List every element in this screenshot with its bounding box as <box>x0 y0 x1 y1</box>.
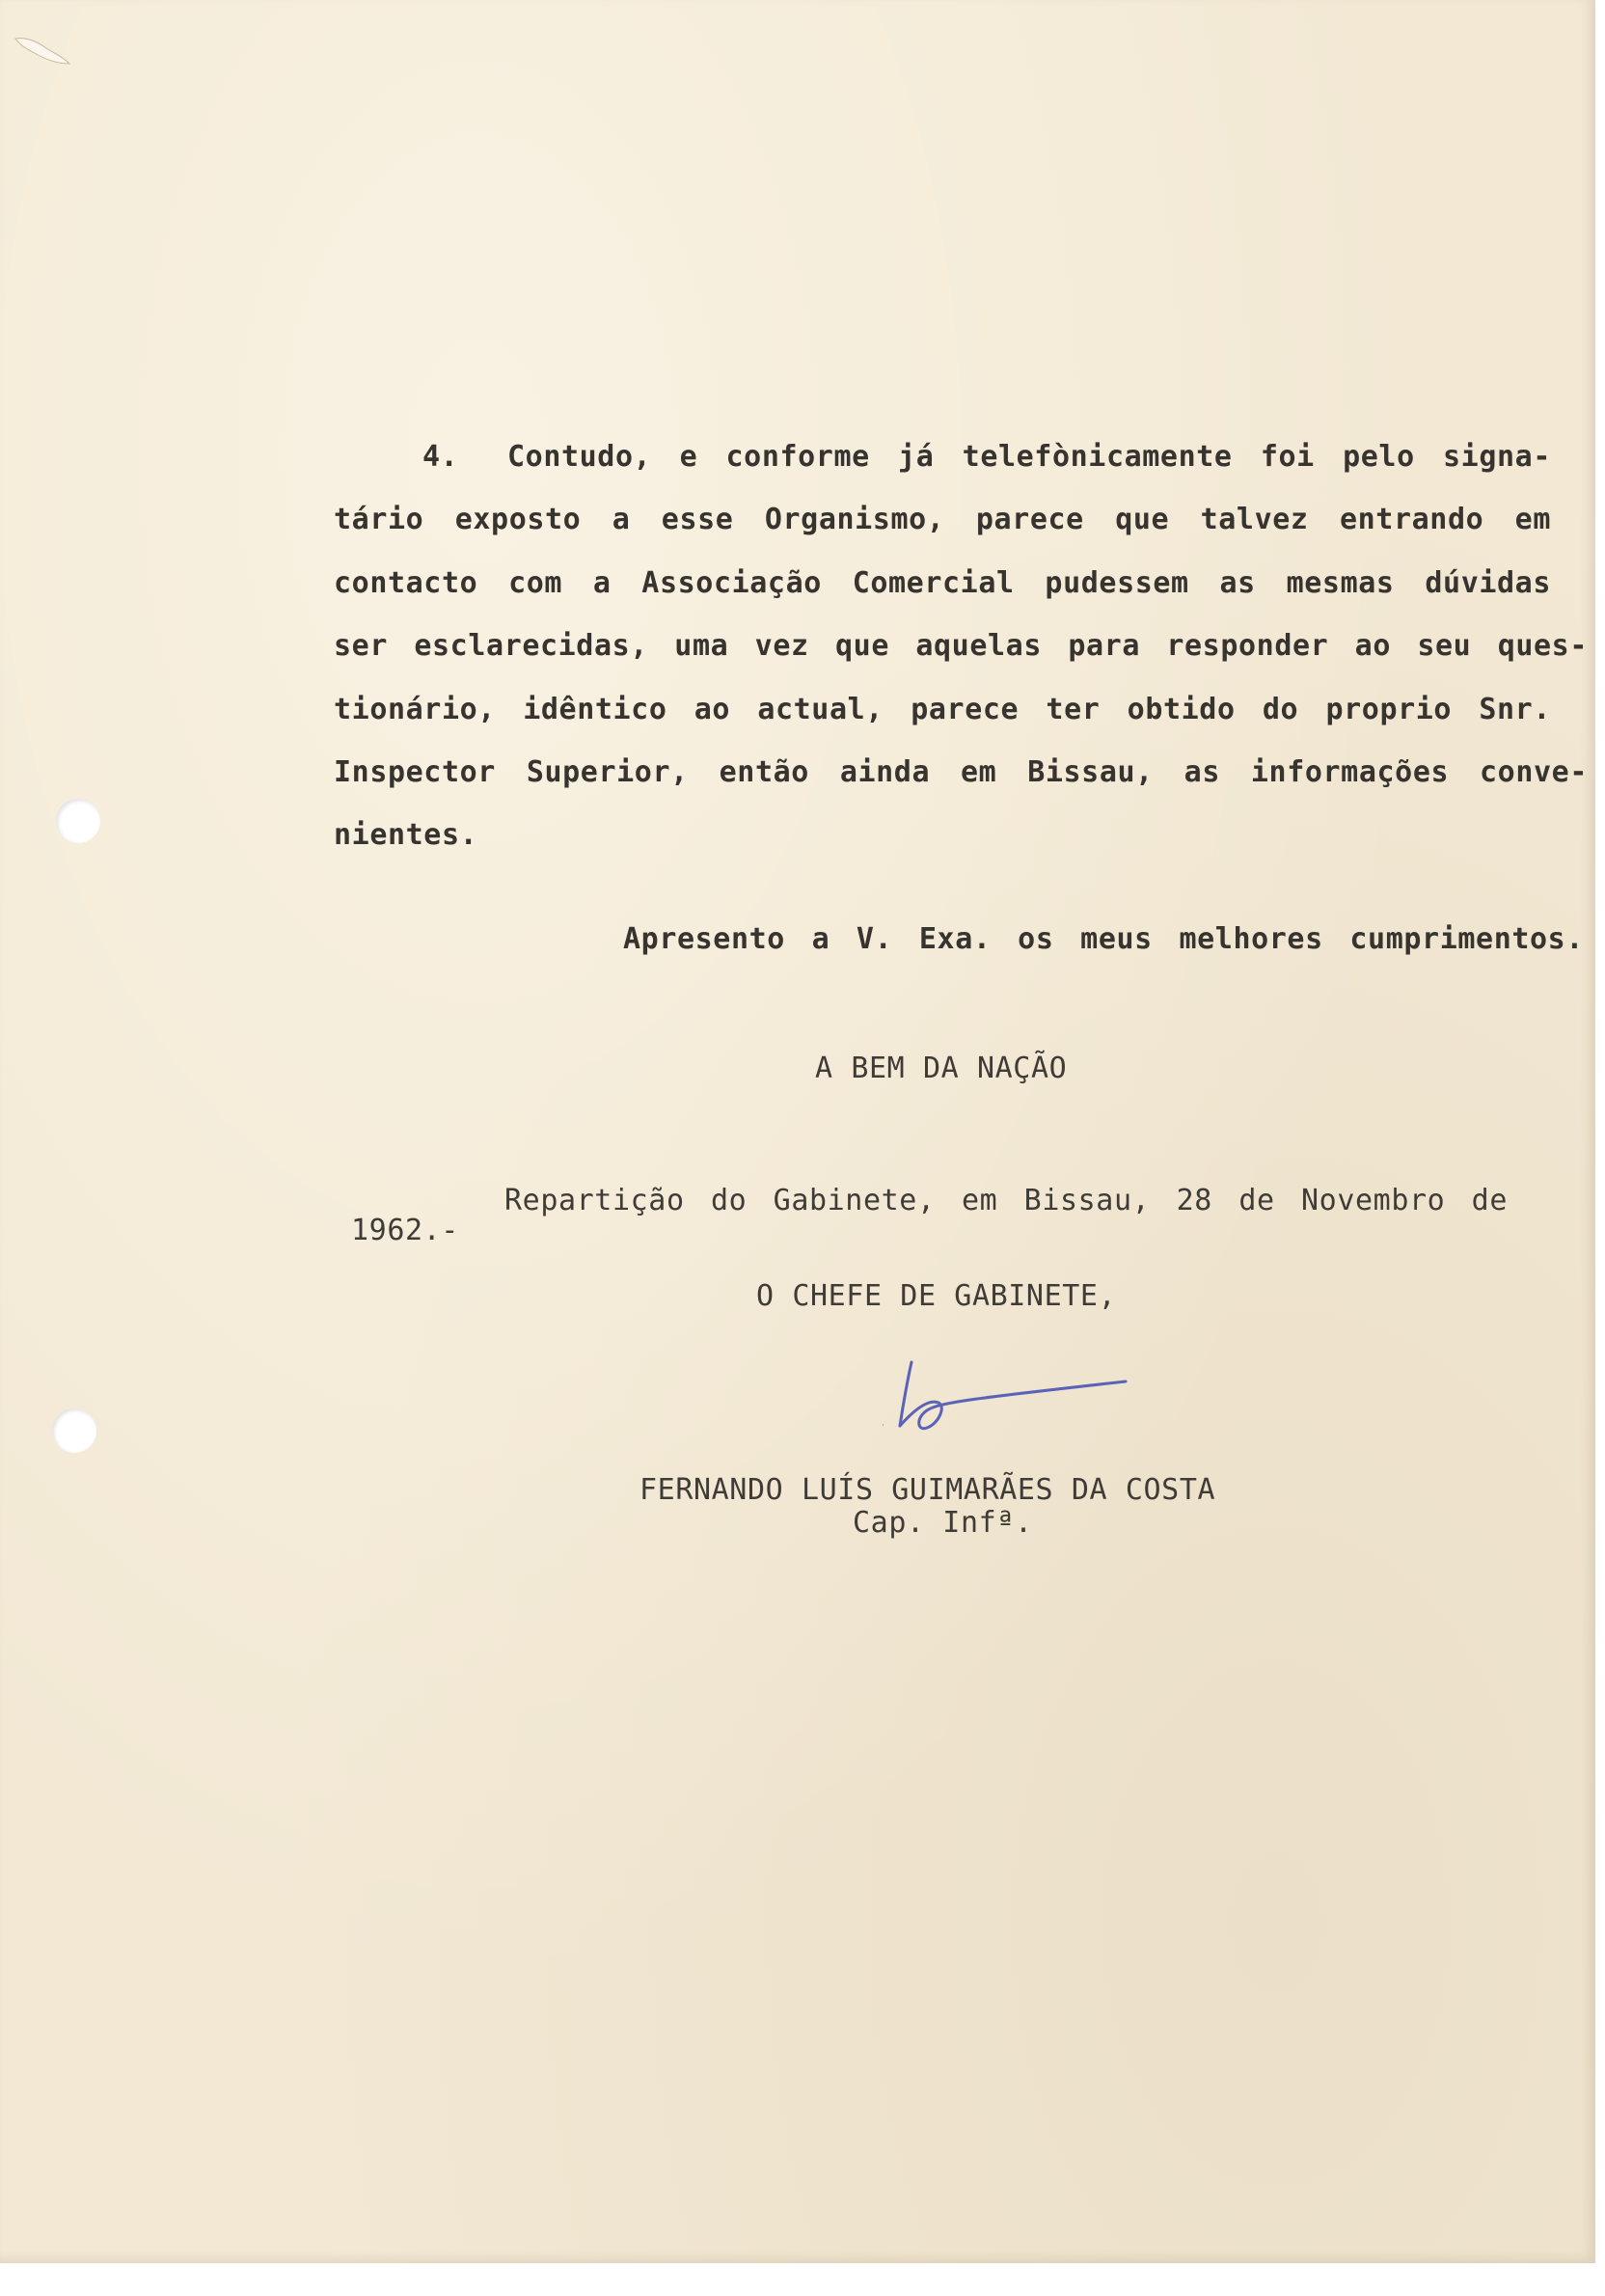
paragraph-line: Contudo, e conforme já telefònicamente foi pelo signa- <box>507 440 1551 474</box>
place-date-year: 1962.- <box>351 1214 459 1247</box>
paragraph-number: 4. <box>422 440 459 474</box>
paragraph-line: Inspector Superior, então ainda em Bissau, as informações conve- <box>334 755 1588 789</box>
punch-hole <box>56 799 100 843</box>
closing-greeting: Apresento a V. Exa. os meus melhores cumprimentos. <box>623 922 1584 956</box>
paragraph-line: nientes. <box>334 818 478 852</box>
paragraph-line: tário exposto a esse Organismo, parece que talvez entrando em <box>334 503 1551 536</box>
signer-rank: Cap. Infª. <box>853 1506 1033 1540</box>
signer-name: FERNANDO LUÍS GUIMARÃES DA COSTA <box>639 1473 1216 1507</box>
paragraph-line: tionário, idêntico ao actual, parece ter obtido do proprio Snr. <box>334 693 1551 726</box>
torn-corner-mark <box>14 35 71 68</box>
paragraph-line: ser esclarecidas, uma vez que aquelas para responder ao seu ques- <box>334 629 1588 663</box>
motto: A BEM DA NAÇÃO <box>815 1052 1068 1085</box>
place-date-line: Repartição do Gabinete, em Bissau, 28 de Novembro de <box>504 1184 1508 1217</box>
paragraph-line: contacto com a Associação Comercial pudessem as mesmas dúvidas <box>334 566 1551 600</box>
office-title: O CHEFE DE GABINETE, <box>756 1279 1117 1313</box>
handwritten-signature <box>883 1341 1133 1457</box>
punch-hole <box>52 1408 96 1453</box>
